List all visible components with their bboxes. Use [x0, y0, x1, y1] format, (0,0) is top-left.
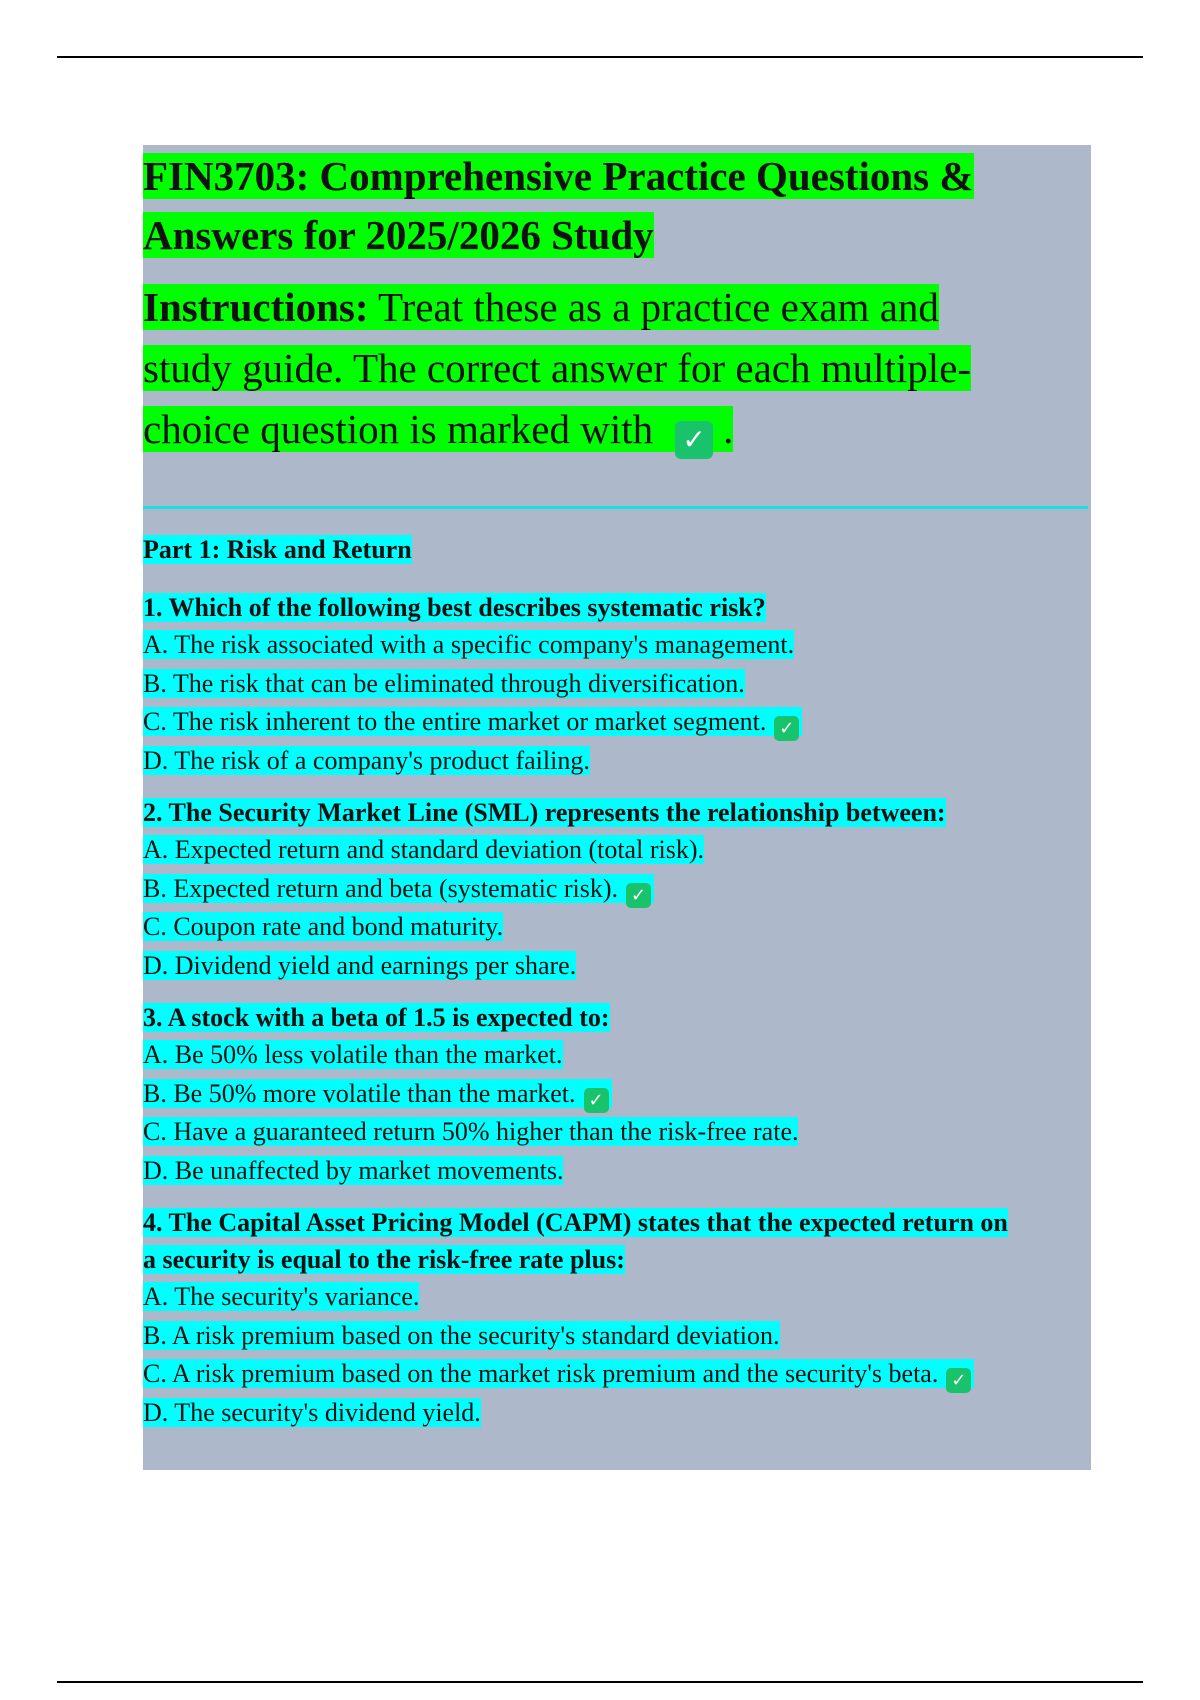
answer-option — [143, 1317, 1091, 1356]
question-list — [143, 589, 1091, 1446]
option-text: A. Expected return and standard deviation (total risk). — [143, 835, 704, 864]
part-title: Part 1: Risk and Return — [143, 535, 412, 564]
title-line-1: FIN3703: Comprehensive Practice Questions & — [143, 153, 974, 199]
option-text: B. The risk that can be eliminated through diversification. — [143, 668, 745, 698]
check-mark-icon: ✓ — [946, 1368, 971, 1393]
option-text: B. A risk premium based on the security's standard deviation. — [143, 1320, 780, 1350]
document-title — [143, 147, 974, 265]
instructions — [143, 277, 971, 460]
instructions-line-1: Treat these as a practice exam and — [368, 284, 939, 330]
option-text: C. A risk premium based on the market risk premium and the security's beta. — [143, 1359, 939, 1388]
option-text: D. The security's dividend yield. — [143, 1397, 481, 1427]
instructions-label: Instructions: — [143, 284, 369, 330]
option-text: A. The risk associated with a specific company's management. — [143, 630, 795, 659]
question-4 — [143, 1204, 1091, 1432]
answer-option — [143, 626, 1091, 665]
option-text: C. Have a guaranteed return 50% higher than the risk-free rate. — [143, 1117, 799, 1146]
question-text — [143, 589, 1091, 626]
top-rule — [57, 56, 1143, 58]
option-text: D. Dividend yield and earnings per share. — [143, 950, 577, 980]
question-3 — [143, 999, 1091, 1190]
question-1 — [143, 589, 1091, 780]
answer-option — [143, 1075, 1091, 1114]
answer-option — [143, 665, 1091, 704]
answer-option — [143, 1036, 1091, 1075]
question-2 — [143, 794, 1091, 985]
question-line: 1. Which of the following best describes systematic risk? — [143, 593, 766, 622]
check-mark-icon: ✓ — [626, 883, 651, 908]
answer-option — [143, 908, 1091, 947]
content-panel — [143, 145, 1091, 1470]
answer-option — [143, 1355, 1091, 1394]
instructions-line-3: choice question is marked with — [143, 406, 654, 452]
question-line: 4. The Capital Asset Pricing Model (CAPM) states that the expected return on — [143, 1208, 1008, 1237]
option-text: B. Expected return and beta (systematic risk). — [143, 873, 619, 903]
question-text — [143, 999, 1091, 1036]
question-line: a security is equal to the risk-free rate plus: — [143, 1245, 625, 1274]
option-text: C. The risk inherent to the entire market or market segment. — [143, 707, 767, 736]
title-line-2: Answers for 2025/2026 Study — [143, 212, 654, 258]
option-text: C. Coupon rate and bond maturity. — [143, 912, 504, 941]
bottom-rule — [57, 1681, 1143, 1683]
answer-option — [143, 947, 1091, 986]
check-mark-icon: ✓ — [774, 716, 799, 741]
option-text: A. The security's variance. — [143, 1282, 420, 1311]
answer-option — [143, 870, 1091, 909]
answer-option — [143, 1152, 1091, 1191]
question-text — [143, 794, 1091, 831]
option-list — [143, 831, 1091, 985]
option-text: A. Be 50% less volatile than the market. — [143, 1040, 563, 1069]
answer-option — [143, 742, 1091, 781]
instructions-line-3-end: . — [723, 406, 734, 452]
instructions-line-2: study guide. The correct answer for each multiple- — [143, 345, 972, 391]
question-text — [143, 1204, 1091, 1278]
answer-option — [143, 703, 1091, 742]
option-list — [143, 1036, 1091, 1190]
option-text: B. Be 50% more volatile than the market. — [143, 1078, 576, 1108]
check-mark-icon: ✓ — [584, 1088, 609, 1113]
section-divider — [143, 506, 1088, 509]
option-list — [143, 626, 1091, 780]
answer-option — [143, 831, 1091, 870]
answer-option — [143, 1278, 1091, 1317]
question-line: 3. A stock with a beta of 1.5 is expected to: — [143, 1003, 610, 1032]
answer-option — [143, 1113, 1091, 1152]
option-list — [143, 1278, 1091, 1432]
question-line: 2. The Security Market Line (SML) represents the relationship between: — [143, 798, 946, 827]
check-mark-icon: ✓ — [675, 421, 713, 459]
answer-option — [143, 1394, 1091, 1433]
option-text: D. The risk of a company's product failing. — [143, 745, 590, 775]
option-text: D. Be unaffected by market movements. — [143, 1155, 564, 1185]
